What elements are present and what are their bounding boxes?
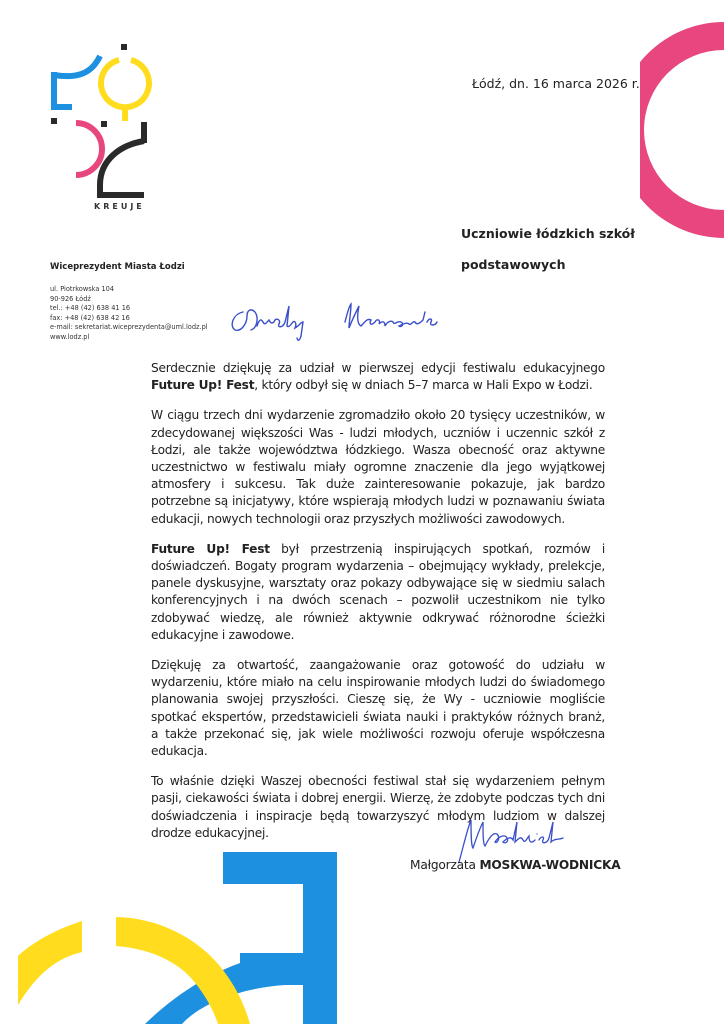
- lodz-logo: [40, 35, 160, 220]
- address-postal: 90-926 Łódź: [50, 294, 91, 303]
- address-phone: tel.: +48 (42) 638 41 16: [50, 304, 131, 313]
- letter-date: Łódź, dn. 16 marca 2026 r.: [472, 76, 640, 91]
- letter-body: [151, 360, 605, 855]
- recipient-line-2: podstawowych: [461, 257, 566, 272]
- paragraph-2: W ciągu trzech dni wydarzenie zgromadziło około 20 tysięcy uczestników, w zdecydowanej większości Was - ludzi młodych, uczniów i uczennic szkół z Łodzi, ale także województwa łódzkiego. Wasza obecność oraz aktywne uczestnictwo w festiwalu miały ogromne znaczenie dla jego wyjątkowej atmosfery i sukcesu. Tak duże zainteresowanie pokazuje, jak bardzo potrzebne są inicjatywy, które wspierają młodych ludzi w poznawaniu świata edukacji, nowych technologii oraz przyszłych możliwości zawodowych.: [151, 408, 605, 526]
- handwritten-salutation: [225, 292, 505, 344]
- event-name: Future Up! Fest: [151, 378, 255, 393]
- paragraph-4: Dziękuję za otwartość, zaangażowanie oraz gotowość do udziału w wydarzeniu, które miało na celu inspirowanie młodych ludzi do świadomego planowania swojej przyszłości. Cieszę się, że Wy - uczniowie mogliście spotkać ekspertów, przedstawicieli świata nauki i praktyków różnych branż, a także przekonać się, jak wiele możliwości rozwoju oferuje współczesna edukacja.: [151, 658, 605, 759]
- pink-arc-decoration-icon: [640, 20, 724, 240]
- recipient-line-1: Uczniowie łódzkich szkół: [461, 226, 635, 241]
- paragraph-3: Future Up! Fest był przestrzenią inspirujących spotkań, rozmów i doświadczeń. Bogaty program wydarzenia – obejmujący wykłady, prelekcje, panele dyskusyjne, warsztaty oraz pokazy odbywające się w siedmiu salach konferencyjnych i na dwóch scenach – pozwolił uczestnikom nie tylko zdobywać wiedzę, ale również aktywnie odkrywać różnorodne ścieżki edukacyjne i zawodowe.: [151, 541, 605, 642]
- sender-title: Wiceprezydent Miasta Łodzi: [50, 262, 185, 272]
- bottom-decoration-icon: [0, 840, 340, 1024]
- paragraph-1: Serdecznie dziękuję za udział w pierwszej edycji festiwalu edukacyjnego Future Up! Fest, który odbył się w dniach 5–7 marca w Hali Expo w Łodzi.: [151, 361, 605, 393]
- address-website: www.lodz.pl: [50, 332, 90, 341]
- address-street: ul. Piotrkowska 104: [50, 285, 115, 293]
- event-name: Future Up! Fest: [151, 541, 270, 556]
- sender-address: [50, 285, 208, 343]
- paragraph-5: To właśnie dzięki Waszej obecności festiwal stał się wydarzeniem pełnym pasji, ciekawości świata i dobrej energii. Wierzę, że zdobyte podczas tych dni doświadczenia i inspiracje będą towarzyszyć młodym ludziom w dalszej drodze edukacyjnej.: [151, 774, 605, 840]
- logo-letter-l-icon: [54, 56, 100, 107]
- address-fax: fax: +48 (42) 638 42 16: [50, 313, 130, 322]
- logo-caption: KREUJE: [94, 202, 145, 211]
- recipient: [461, 218, 635, 280]
- signer-name: Małgorzata MOSKWA-WODNICKA: [410, 858, 621, 872]
- address-email: e-mail: sekretariat.wiceprezydenta@uml.lodz.pl: [50, 323, 208, 332]
